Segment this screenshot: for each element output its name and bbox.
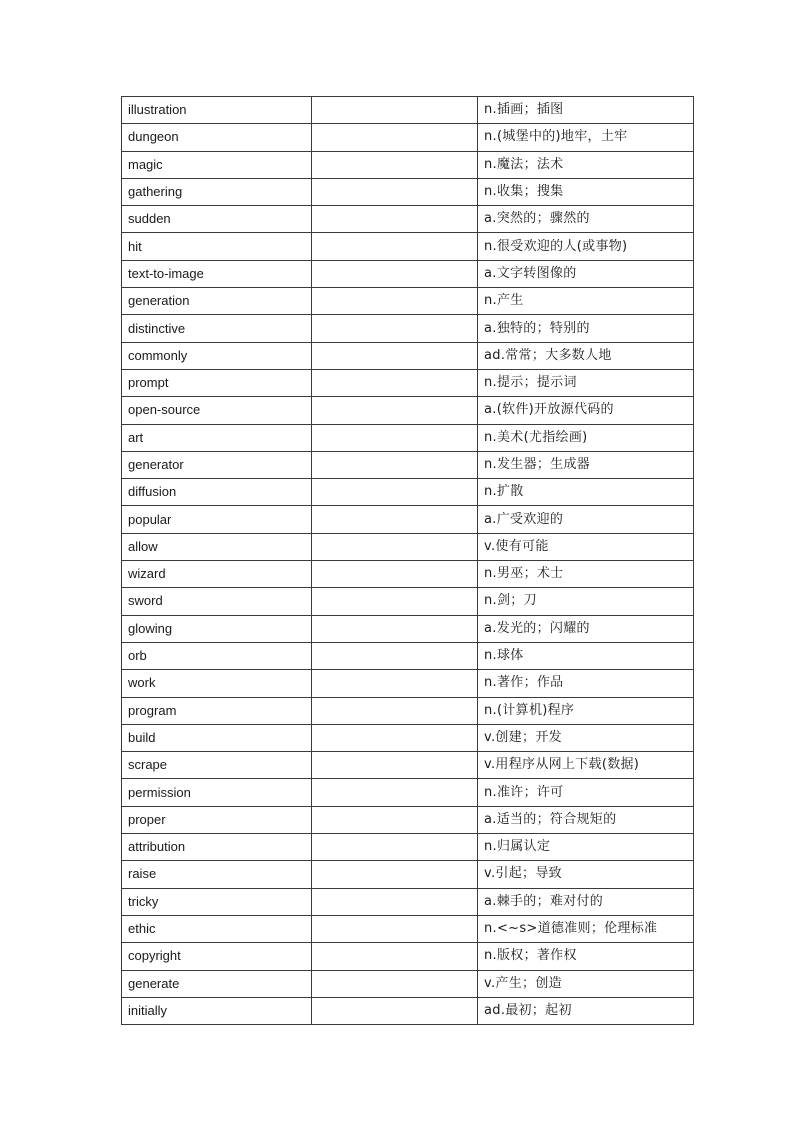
table-row: [122, 779, 694, 806]
chinese-meaning-cell: a.适当的；符合规矩的: [478, 806, 694, 833]
chinese-meaning-cell: n.发生器；生成器: [478, 451, 694, 478]
blank-answer-cell: [312, 670, 478, 697]
english-word-cell: scrape: [122, 752, 312, 779]
table-row: [122, 888, 694, 915]
chinese-meaning-cell: v.用程序从网上下载(数据): [478, 752, 694, 779]
blank-answer-cell: [312, 369, 478, 396]
blank-answer-cell: [312, 752, 478, 779]
chinese-meaning-cell: a.独特的；特别的: [478, 315, 694, 342]
blank-answer-cell: [312, 506, 478, 533]
table-row: [122, 288, 694, 315]
blank-answer-cell: [312, 533, 478, 560]
blank-answer-cell: [312, 943, 478, 970]
blank-answer-cell: [312, 615, 478, 642]
english-word-cell: program: [122, 697, 312, 724]
blank-answer-cell: [312, 588, 478, 615]
english-word-cell: sudden: [122, 206, 312, 233]
english-word-cell: tricky: [122, 888, 312, 915]
chinese-meaning-cell: ad.常常；大多数人地: [478, 342, 694, 369]
chinese-meaning-cell: a.(软件)开放源代码的: [478, 397, 694, 424]
english-word-cell: commonly: [122, 342, 312, 369]
english-word-cell: attribution: [122, 834, 312, 861]
chinese-meaning-cell: n.(计算机)程序: [478, 697, 694, 724]
vocabulary-table-body: [122, 97, 694, 1025]
chinese-meaning-cell: n.(城堡中的)地牢，土牢: [478, 124, 694, 151]
table-row: [122, 397, 694, 424]
table-row: [122, 342, 694, 369]
chinese-meaning-cell: n.男巫；术士: [478, 561, 694, 588]
english-word-cell: ethic: [122, 915, 312, 942]
table-row: [122, 260, 694, 287]
blank-answer-cell: [312, 806, 478, 833]
english-word-cell: orb: [122, 642, 312, 669]
chinese-meaning-cell: n.<~s>道德准则；伦理标准: [478, 915, 694, 942]
chinese-meaning-cell: a.突然的；骤然的: [478, 206, 694, 233]
english-word-cell: distinctive: [122, 315, 312, 342]
chinese-meaning-cell: ad.最初；起初: [478, 997, 694, 1024]
blank-answer-cell: [312, 915, 478, 942]
english-word-cell: wizard: [122, 561, 312, 588]
chinese-meaning-cell: n.版权；著作权: [478, 943, 694, 970]
blank-answer-cell: [312, 124, 478, 151]
english-word-cell: glowing: [122, 615, 312, 642]
english-word-cell: initially: [122, 997, 312, 1024]
chinese-meaning-cell: n.收集；搜集: [478, 178, 694, 205]
table-row: [122, 206, 694, 233]
table-row: [122, 178, 694, 205]
chinese-meaning-cell: n.剑；刀: [478, 588, 694, 615]
table-row: [122, 752, 694, 779]
chinese-meaning-cell: n.球体: [478, 642, 694, 669]
english-word-cell: dungeon: [122, 124, 312, 151]
english-word-cell: hit: [122, 233, 312, 260]
chinese-meaning-cell: n.美术(尤指绘画): [478, 424, 694, 451]
english-word-cell: raise: [122, 861, 312, 888]
blank-answer-cell: [312, 479, 478, 506]
chinese-meaning-cell: n.扩散: [478, 479, 694, 506]
chinese-meaning-cell: n.著作；作品: [478, 670, 694, 697]
table-row: [122, 424, 694, 451]
table-row: [122, 615, 694, 642]
chinese-meaning-cell: a.发光的；闪耀的: [478, 615, 694, 642]
english-word-cell: proper: [122, 806, 312, 833]
blank-answer-cell: [312, 642, 478, 669]
chinese-meaning-cell: n.插画；插图: [478, 97, 694, 124]
blank-answer-cell: [312, 342, 478, 369]
table-row: [122, 533, 694, 560]
english-word-cell: work: [122, 670, 312, 697]
blank-answer-cell: [312, 233, 478, 260]
english-word-cell: text-to-image: [122, 260, 312, 287]
blank-answer-cell: [312, 151, 478, 178]
blank-answer-cell: [312, 288, 478, 315]
table-row: [122, 315, 694, 342]
chinese-meaning-cell: v.引起；导致: [478, 861, 694, 888]
table-row: [122, 724, 694, 751]
english-word-cell: illustration: [122, 97, 312, 124]
table-row: [122, 124, 694, 151]
english-word-cell: copyright: [122, 943, 312, 970]
table-row: [122, 506, 694, 533]
english-word-cell: prompt: [122, 369, 312, 396]
english-word-cell: allow: [122, 533, 312, 560]
english-word-cell: art: [122, 424, 312, 451]
table-row: [122, 697, 694, 724]
blank-answer-cell: [312, 561, 478, 588]
blank-answer-cell: [312, 178, 478, 205]
blank-answer-cell: [312, 834, 478, 861]
blank-answer-cell: [312, 724, 478, 751]
chinese-meaning-cell: n.魔法；法术: [478, 151, 694, 178]
english-word-cell: popular: [122, 506, 312, 533]
table-row: [122, 834, 694, 861]
chinese-meaning-cell: a.文字转图像的: [478, 260, 694, 287]
blank-answer-cell: [312, 861, 478, 888]
table-row: [122, 561, 694, 588]
chinese-meaning-cell: n.提示；提示词: [478, 369, 694, 396]
blank-answer-cell: [312, 697, 478, 724]
chinese-meaning-cell: a.棘手的；难对付的: [478, 888, 694, 915]
table-row: [122, 970, 694, 997]
english-word-cell: generation: [122, 288, 312, 315]
chinese-meaning-cell: n.产生: [478, 288, 694, 315]
chinese-meaning-cell: v.创建；开发: [478, 724, 694, 751]
chinese-meaning-cell: n.准许；许可: [478, 779, 694, 806]
blank-answer-cell: [312, 97, 478, 124]
table-row: [122, 861, 694, 888]
table-row: [122, 369, 694, 396]
table-row: [122, 588, 694, 615]
table-row: [122, 915, 694, 942]
vocabulary-sheet: [121, 96, 693, 1025]
chinese-meaning-cell: v.产生；创造: [478, 970, 694, 997]
blank-answer-cell: [312, 779, 478, 806]
english-word-cell: gathering: [122, 178, 312, 205]
english-word-cell: generate: [122, 970, 312, 997]
table-row: [122, 997, 694, 1024]
blank-answer-cell: [312, 206, 478, 233]
blank-answer-cell: [312, 397, 478, 424]
blank-answer-cell: [312, 424, 478, 451]
blank-answer-cell: [312, 260, 478, 287]
english-word-cell: permission: [122, 779, 312, 806]
english-word-cell: open-source: [122, 397, 312, 424]
table-row: [122, 943, 694, 970]
table-row: [122, 670, 694, 697]
english-word-cell: diffusion: [122, 479, 312, 506]
blank-answer-cell: [312, 997, 478, 1024]
chinese-meaning-cell: n.归属认定: [478, 834, 694, 861]
table-row: [122, 233, 694, 260]
table-row: [122, 642, 694, 669]
table-row: [122, 479, 694, 506]
vocabulary-table: [121, 96, 694, 1025]
blank-answer-cell: [312, 888, 478, 915]
table-row: [122, 806, 694, 833]
table-row: [122, 97, 694, 124]
blank-answer-cell: [312, 970, 478, 997]
table-row: [122, 151, 694, 178]
english-word-cell: magic: [122, 151, 312, 178]
english-word-cell: generator: [122, 451, 312, 478]
chinese-meaning-cell: a.广受欢迎的: [478, 506, 694, 533]
blank-answer-cell: [312, 451, 478, 478]
blank-answer-cell: [312, 315, 478, 342]
chinese-meaning-cell: n.很受欢迎的人(或事物): [478, 233, 694, 260]
english-word-cell: sword: [122, 588, 312, 615]
english-word-cell: build: [122, 724, 312, 751]
table-row: [122, 451, 694, 478]
chinese-meaning-cell: v.使有可能: [478, 533, 694, 560]
